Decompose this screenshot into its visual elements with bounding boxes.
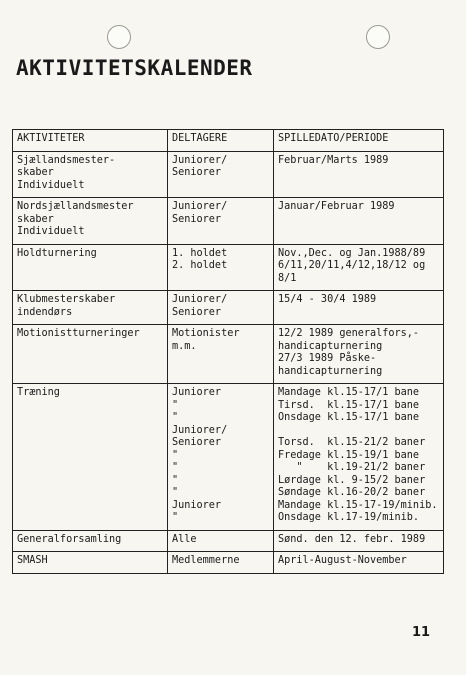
period-cell-line — [278, 425, 439, 438]
participants-cell-line: Seniorer — [172, 437, 222, 448]
activity-cell-line: Generalforsamling — [17, 533, 122, 545]
participants-cell — [168, 244, 274, 291]
period-cell — [274, 552, 444, 574]
participants-cell-line: " — [172, 512, 179, 523]
participants-cell-line: 2. holdet — [172, 260, 228, 271]
activity-cell-line: Individuelt — [17, 179, 85, 191]
participants-cell — [168, 291, 274, 325]
period-cell-line: 12/2 1989 generalfors,- — [278, 328, 420, 339]
activity-cell — [13, 552, 168, 574]
page-title: AKTIVITETSKALENDER — [16, 56, 253, 80]
period-cell-line: Onsdage kl.17-19/minib. — [278, 512, 420, 523]
participants-cell-line: " — [172, 487, 179, 498]
period-cell — [274, 151, 444, 198]
period-cell-line: Tirsd. kl.15-17/1 bane — [278, 399, 420, 411]
participants-cell — [168, 325, 274, 384]
participants-cell-line: Medlemmerne — [172, 555, 240, 566]
period-cell-line: Søndage kl.16-20/2 baner — [278, 487, 426, 498]
participants-cell-line: 1. holdet — [172, 247, 228, 259]
period-cell-line: Torsd. kl.15-21/2 baner — [278, 437, 426, 448]
table-header-row — [13, 130, 444, 152]
table-row — [13, 384, 444, 531]
participants-cell-line: Juniorer/ — [172, 294, 228, 305]
period-cell — [274, 198, 444, 245]
activity-table — [12, 129, 444, 574]
activity-cell-line: Holdturnering — [17, 247, 97, 259]
header-period: SPILLEDATO/PERIODE — [274, 130, 444, 152]
participants-cell-line: Alle — [172, 533, 197, 545]
participants-cell-line: Motionister — [172, 328, 240, 339]
activity-cell-line: skaber — [17, 213, 54, 225]
header-activities: AKTIVITETER — [13, 130, 168, 152]
activity-cell — [13, 325, 168, 384]
activity-cell-line: skaber — [17, 167, 54, 178]
activity-cell-line: Motionistturneringer — [17, 328, 140, 339]
period-cell-line: Nov.,Dec. og Jan.1988/89 — [278, 247, 426, 259]
table-row — [13, 325, 444, 384]
table-row — [13, 198, 444, 245]
participants-cell-line: Juniorer/ — [172, 154, 228, 166]
period-cell-line: Januar/Februar 1989 — [278, 201, 395, 212]
participants-cell-line: Juniorer — [172, 387, 222, 398]
participants-cell — [168, 198, 274, 245]
period-cell — [274, 325, 444, 384]
participants-cell — [168, 151, 274, 198]
activity-cell — [13, 244, 168, 291]
table-row — [13, 530, 444, 552]
participants-cell-line: Juniorer/ — [172, 424, 228, 436]
participants-cell-line: Juniorer — [172, 499, 222, 511]
participants-cell — [168, 530, 274, 552]
period-cell-line: 15/4 - 30/4 1989 — [278, 294, 377, 305]
activity-cell-line: Nordsjællandsmester — [17, 201, 134, 212]
period-cell-line: Februar/Marts 1989 — [278, 154, 389, 166]
period-cell-line: 6/11,20/11,4/12,18/12 og — [278, 260, 426, 271]
period-cell-line: handicapturnering — [278, 340, 383, 352]
participants-cell-line: Seniorer — [172, 213, 222, 225]
activity-cell-line: indendørs — [17, 306, 73, 318]
participants-cell-line: " — [172, 462, 179, 473]
participants-cell-line: Seniorer — [172, 306, 222, 318]
period-cell — [274, 244, 444, 291]
activity-cell-line: Træning — [17, 387, 60, 398]
period-cell — [274, 291, 444, 325]
binder-hole-right — [366, 25, 390, 49]
period-cell-line: 27/3 1989 Påske- — [278, 353, 377, 364]
period-cell-line: Mandage kl.15-17/1 bane — [278, 387, 420, 398]
activity-cell-line: SMASH — [17, 555, 48, 566]
table-row — [13, 291, 444, 325]
participants-cell-line: " — [172, 399, 179, 411]
table-row — [13, 151, 444, 198]
page-number: 11 — [412, 625, 431, 640]
binder-hole-left — [107, 25, 131, 49]
participants-cell-line: m.m. — [172, 340, 197, 352]
participants-cell-line: Seniorer — [172, 167, 222, 178]
activity-cell — [13, 291, 168, 325]
table-row — [13, 244, 444, 291]
period-cell-line: " kl.19-21/2 baner — [278, 462, 426, 473]
activity-cell-line: Individuelt — [17, 226, 85, 237]
period-cell-line: Mandage kl.15-17-19/minib. — [278, 499, 438, 511]
participants-cell-line: " — [172, 412, 179, 423]
activity-cell — [13, 198, 168, 245]
participants-cell-line: " — [172, 474, 179, 486]
period-cell-line: 8/1 — [278, 272, 297, 284]
participants-cell — [168, 384, 274, 531]
period-cell-line: Fredage kl.15-19/1 bane — [278, 449, 420, 461]
activity-cell — [13, 384, 168, 531]
period-cell-line: Onsdage kl.15-17/1 bane — [278, 412, 420, 423]
period-cell-line: Sønd. den 12. febr. 1989 — [278, 533, 426, 545]
activity-cell — [13, 151, 168, 198]
period-cell-line: April-August-November — [278, 555, 407, 566]
participants-cell-line: Juniorer/ — [172, 201, 228, 212]
period-cell — [274, 384, 444, 531]
activity-cell-line: Klubmesterskaber — [17, 294, 116, 305]
header-participants: DELTAGERE — [168, 130, 274, 152]
activity-cell — [13, 530, 168, 552]
period-cell-line: handicapturnering — [278, 365, 383, 377]
participants-cell — [168, 552, 274, 574]
table-row — [13, 552, 444, 574]
period-cell — [274, 530, 444, 552]
period-cell-line: Lørdage kl. 9-15/2 baner — [278, 474, 426, 486]
activity-cell-line: Sjællandsmester- — [17, 154, 116, 166]
participants-cell-line: " — [172, 449, 179, 461]
